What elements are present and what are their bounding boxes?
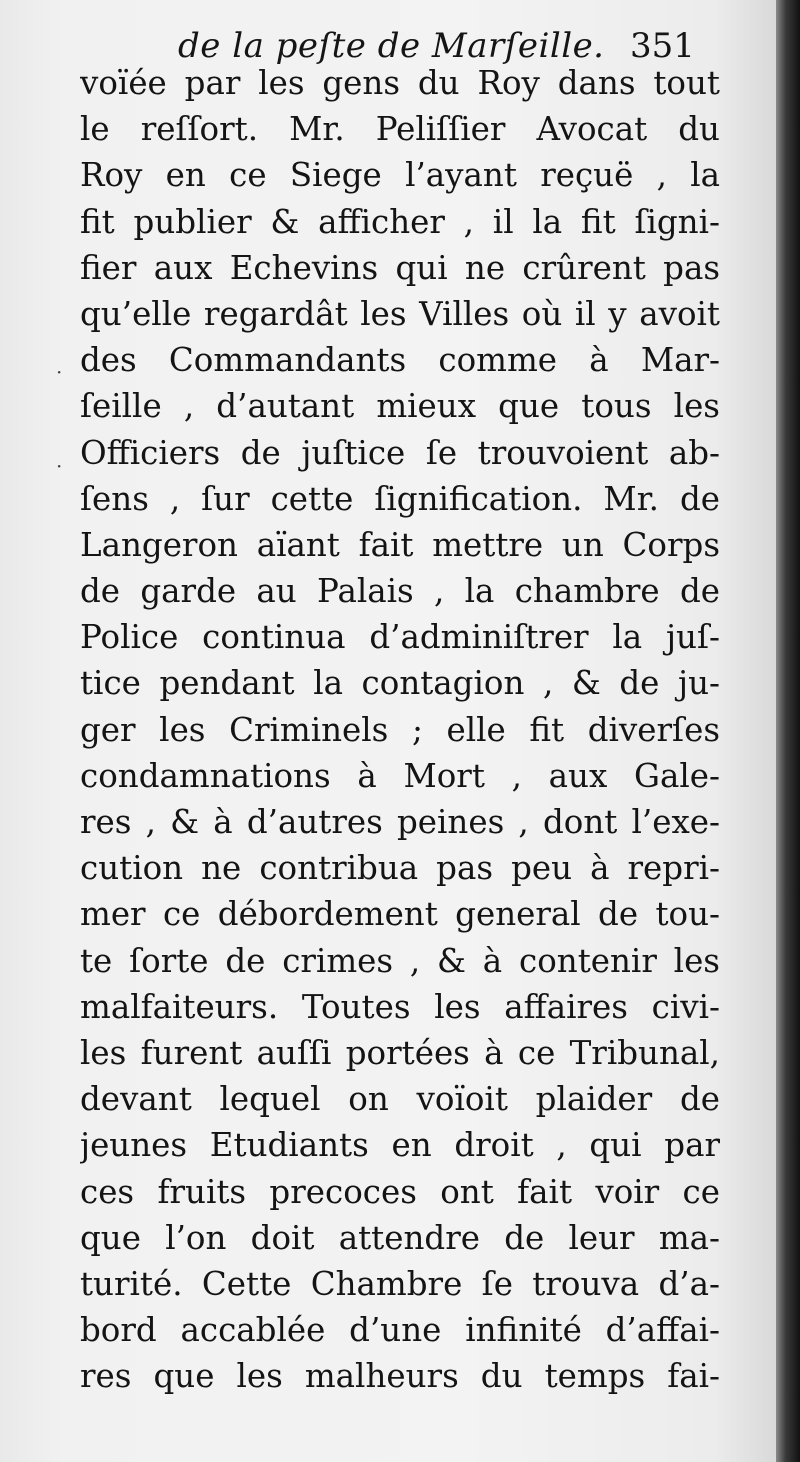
text-line: voïée par les gens du Roy dans tout xyxy=(80,64,720,102)
text-line: res , & à d’autres peines , dont l’exe- xyxy=(80,803,720,841)
text-line: fit publier & afficher , il la fit ſigni- xyxy=(80,202,720,241)
text-line: le reſſort. Mr. Peliſſier Avocat du xyxy=(80,110,720,149)
text-line: ces fruits precoces ont fait voir ce xyxy=(80,1172,720,1211)
text-line: mer ce débordement general de tou- xyxy=(80,895,720,934)
text-line: res que les malheurs du temps fai- xyxy=(80,1357,720,1396)
margin-speck: · xyxy=(56,360,63,384)
text-line: tice pendant la contagion , & de ju- xyxy=(80,664,720,703)
text-line: devant lequel on voïoit plaider de xyxy=(80,1080,720,1119)
text-line: turité. Cette Chambre ſe trouva d’a- xyxy=(80,1264,720,1303)
text-line: jeunes Etudiants en droit , qui par xyxy=(80,1126,720,1165)
running-title: de la peſte de Marſeille. xyxy=(178,26,605,66)
text-line: que l’on doit attendre de leur ma- xyxy=(80,1218,720,1257)
text-line: Langeron aïant fait mettre un Corps xyxy=(80,525,720,564)
text-line: Officiers de juſtice ſe trouvoient ab- xyxy=(80,433,720,472)
text-line: ſens , ſur cette ſignification. Mr. de xyxy=(80,479,720,518)
text-line: malfaiteurs. Toutes les affaires civi- xyxy=(80,987,720,1026)
text-line: fier aux Echevins qui ne crûrent pas xyxy=(80,248,720,287)
text-line: te ſorte de crimes , & à contenir les xyxy=(80,941,720,980)
text-line: les furent auſſi portées à ce Tribunal, xyxy=(80,1033,720,1072)
text-line: condamnations à Mort , aux Gale- xyxy=(80,756,720,795)
text-line: des Commandants comme à Mar- xyxy=(80,341,720,380)
text-line: Police continua d’adminiſtrer la juſ- xyxy=(80,618,720,657)
text-line: bord accablée d’une infinité d’affai- xyxy=(80,1311,720,1350)
text-line: qu’elle regardât les Villes où il y avoit xyxy=(80,294,720,333)
text-line: Roy en ce Siege l’ayant reçuë , la xyxy=(80,156,720,195)
body-text xyxy=(80,60,720,1399)
text-line: de garde au Palais , la chambre de xyxy=(80,572,720,611)
text-line: ger les Criminels ; elle fit diverſes xyxy=(80,710,720,749)
text-line: ſeille , d’autant mieux que tous les xyxy=(80,387,720,426)
binding-shadow xyxy=(776,0,800,1462)
text-line: cution ne contribua pas peu à repri- xyxy=(80,849,720,888)
page-number: 351 xyxy=(630,26,695,66)
margin-speck: · xyxy=(56,454,63,478)
